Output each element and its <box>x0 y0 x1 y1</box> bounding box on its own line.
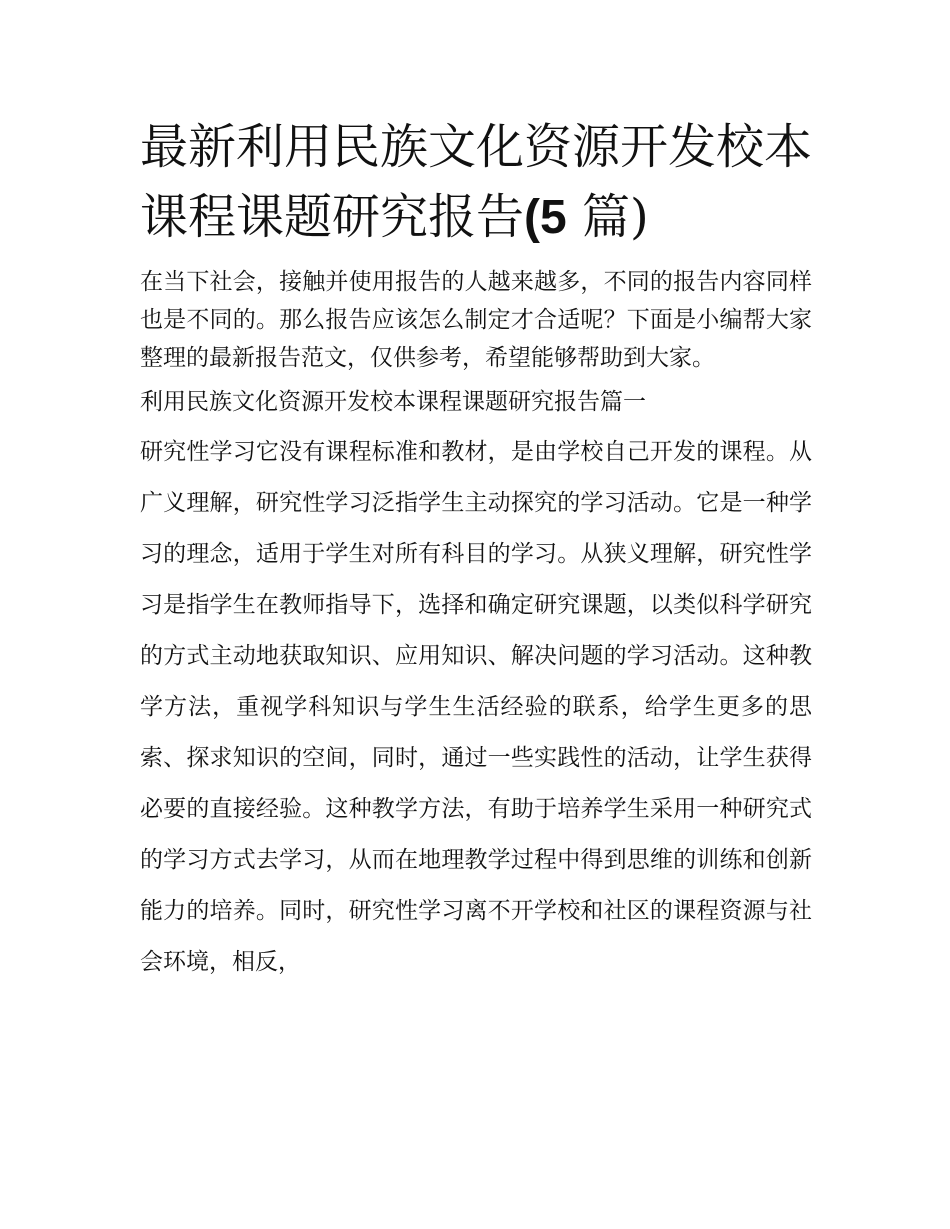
body-paragraph: 研究性学习它没有课程标准和教材，是由学校自己开发的课程。从广义理解，研究性学习泛指学生主动探究的学习活动。它是一种学习的理念，适用于学生对所有科目的学习。从狭义理解，研究性学习是指学生在教师指导下，选择和确定研究课题，以类似科学研究的方式主动地获取知识、应用知识、解决问题的学习活动。这种教学方法，重视学科知识与学生生活经验的联系，给学生更多的思索、探求知识的空间，同时，通过一些实践性的活动，让学生获得必要的直接经验。这种教学方法，有助于培养学生采用一种研究式的学习方式去学习，从而在地理教学过程中得到思维的训练和创新能力的培养。同时，研究性学习离不开学校和社区的课程资源与社会环境，相反， <box>140 439 812 975</box>
title-suffix: 篇) <box>566 189 649 245</box>
document-title <box>140 112 812 253</box>
document-content <box>140 112 812 988</box>
section-heading: 利用民族文化资源开发校本课程课题研究报告篇一 <box>140 389 646 415</box>
title-count: (5 <box>524 191 567 244</box>
title-text: 最新利用民族文化资源开发校本课程课题研究报告 <box>140 119 813 245</box>
intro-paragraph: 在当下社会，接触并使用报告的人越来越多，不同的报告内容同样也是不同的。那么报告应该怎么制定才合适呢？下面是小编帮大家整理的最新报告范文，仅供参考，希望能够帮助到大家。 <box>140 269 812 371</box>
